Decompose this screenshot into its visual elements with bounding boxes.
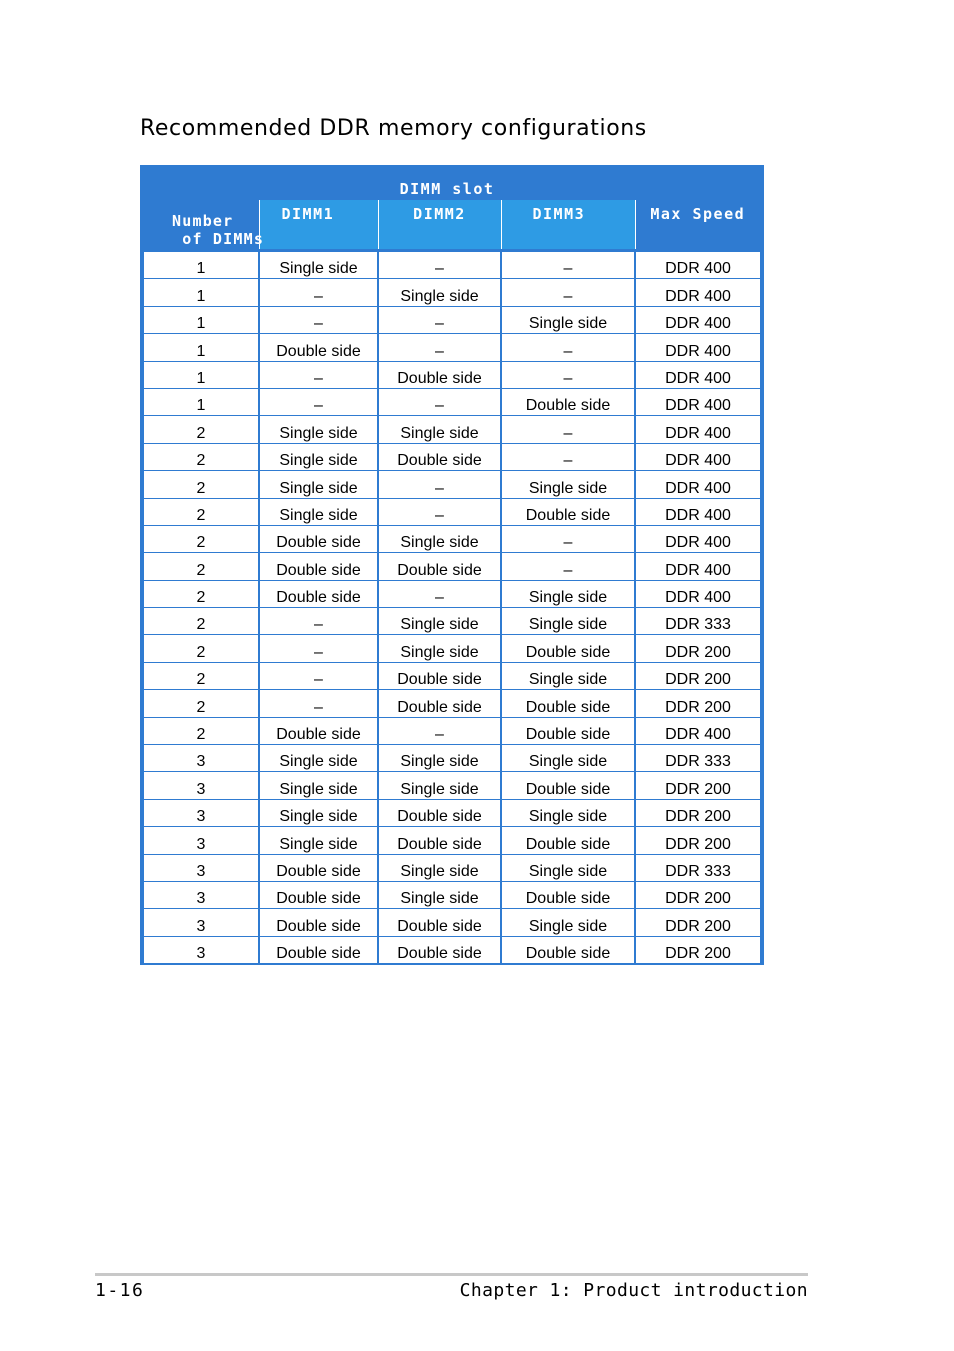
number-of-dimms-cell: 1 <box>144 334 259 361</box>
number-of-dimms-cell: 2 <box>144 580 259 607</box>
dimm2-cell: Double side <box>378 443 501 470</box>
dimm1-cell: Double side <box>259 936 378 963</box>
table-row <box>144 772 760 799</box>
number-of-dimms-cell: 2 <box>144 525 259 552</box>
dimm1-cell: – <box>259 608 378 635</box>
max-speed-cell: DDR 400 <box>635 717 760 744</box>
number-of-dimms-cell: 3 <box>144 936 259 963</box>
dimm2-cell: Single side <box>378 416 501 443</box>
dimm1-cell: Double side <box>259 909 378 936</box>
max-speed-cell: DDR 200 <box>635 909 760 936</box>
number-of-dimms-cell: 3 <box>144 799 259 826</box>
dimm2-cell: Double side <box>378 553 501 580</box>
table-row <box>144 799 760 826</box>
max-speed-cell: DDR 333 <box>635 854 760 881</box>
dimm2-cell: Single side <box>378 854 501 881</box>
table-row <box>144 745 760 772</box>
max-speed-cell: DDR 400 <box>635 443 760 470</box>
dimm1-cell: Double side <box>259 717 378 744</box>
max-speed-cell: DDR 200 <box>635 936 760 963</box>
dimm2-cell: – <box>378 471 501 498</box>
dimm2-cell: Double side <box>378 799 501 826</box>
table-row <box>144 936 760 963</box>
dimm1-cell: Single side <box>259 471 378 498</box>
table-row <box>144 635 760 662</box>
dimm2-cell: Double side <box>378 936 501 963</box>
dimm3-cell: Double side <box>501 881 635 908</box>
dimm3-cell: – <box>501 334 635 361</box>
table-row <box>144 525 760 552</box>
dimm1-cell: Single side <box>259 252 378 279</box>
header-dimm-slot: DIMM slot <box>259 165 635 200</box>
dimm3-cell: Single side <box>501 662 635 689</box>
dimm3-cell: Single side <box>501 745 635 772</box>
table-body <box>144 252 760 963</box>
dimm1-cell: – <box>259 279 378 306</box>
dimm3-cell: Single side <box>501 580 635 607</box>
dimm2-cell: Single side <box>378 279 501 306</box>
dimm1-cell: Single side <box>259 443 378 470</box>
table-row <box>144 361 760 388</box>
dimm2-cell: Single side <box>378 881 501 908</box>
max-speed-cell: DDR 200 <box>635 827 760 854</box>
max-speed-cell: DDR 200 <box>635 662 760 689</box>
number-of-dimms-cell: 3 <box>144 881 259 908</box>
dimm1-cell: Single side <box>259 799 378 826</box>
dimm2-cell: – <box>378 498 501 525</box>
table-row <box>144 827 760 854</box>
dimm2-cell: Single side <box>378 525 501 552</box>
dimm3-cell: Double side <box>501 717 635 744</box>
dimm3-cell: Single side <box>501 608 635 635</box>
dimm3-cell: Single side <box>501 306 635 333</box>
max-speed-cell: DDR 400 <box>635 471 760 498</box>
max-speed-cell: DDR 400 <box>635 553 760 580</box>
table-row <box>144 279 760 306</box>
dimm3-cell: Single side <box>501 471 635 498</box>
table-row <box>144 881 760 908</box>
dimm2-cell: – <box>378 388 501 415</box>
table-row <box>144 662 760 689</box>
table-row <box>144 443 760 470</box>
number-of-dimms-cell: 2 <box>144 662 259 689</box>
max-speed-cell: DDR 400 <box>635 334 760 361</box>
footer-rule <box>95 1273 808 1276</box>
dimm2-cell: Double side <box>378 690 501 717</box>
max-speed-cell: DDR 400 <box>635 525 760 552</box>
dimm1-cell: Single side <box>259 772 378 799</box>
dimm3-cell: Double side <box>501 827 635 854</box>
memory-configuration-table <box>144 165 760 963</box>
dimm2-cell: Double side <box>378 909 501 936</box>
dimm2-cell: Single side <box>378 608 501 635</box>
table-row <box>144 608 760 635</box>
dimm1-cell: Single side <box>259 827 378 854</box>
number-of-dimms-cell: 2 <box>144 471 259 498</box>
number-of-dimms-cell: 1 <box>144 252 259 279</box>
max-speed-cell: DDR 200 <box>635 635 760 662</box>
dimm3-cell: Double side <box>501 388 635 415</box>
dimm2-cell: Single side <box>378 635 501 662</box>
dimm1-cell: Double side <box>259 580 378 607</box>
header-number-of-dimms: Number of DIMMs <box>144 165 259 249</box>
max-speed-cell: DDR 200 <box>635 881 760 908</box>
number-of-dimms-cell: 2 <box>144 690 259 717</box>
table-row <box>144 334 760 361</box>
table-row <box>144 909 760 936</box>
table-row <box>144 854 760 881</box>
max-speed-cell: DDR 400 <box>635 279 760 306</box>
header-dimm3: DIMM3 <box>501 200 635 249</box>
dimm3-cell: – <box>501 553 635 580</box>
table-row <box>144 252 760 279</box>
dimm3-cell: – <box>501 361 635 388</box>
dimm3-cell: Double side <box>501 690 635 717</box>
number-of-dimms-cell: 2 <box>144 443 259 470</box>
dimm1-cell: – <box>259 361 378 388</box>
dimm1-cell: Single side <box>259 745 378 772</box>
dimm1-cell: Double side <box>259 525 378 552</box>
max-speed-cell: DDR 400 <box>635 388 760 415</box>
table-row <box>144 580 760 607</box>
max-speed-cell: DDR 400 <box>635 498 760 525</box>
table-row <box>144 388 760 415</box>
dimm1-cell: Double side <box>259 334 378 361</box>
dimm1-cell: – <box>259 388 378 415</box>
dimm2-cell: – <box>378 717 501 744</box>
dimm3-cell: Single side <box>501 799 635 826</box>
number-of-dimms-cell: 1 <box>144 388 259 415</box>
number-of-dimms-cell: 2 <box>144 717 259 744</box>
number-of-dimms-cell: 2 <box>144 635 259 662</box>
dimm1-cell: – <box>259 635 378 662</box>
number-of-dimms-cell: 2 <box>144 498 259 525</box>
dimm3-cell: Double side <box>501 772 635 799</box>
header-dimm1: DIMM1 <box>259 200 378 249</box>
dimm2-cell: – <box>378 334 501 361</box>
dimm3-cell: – <box>501 252 635 279</box>
dimm1-cell: Single side <box>259 416 378 443</box>
dimm1-cell: – <box>259 662 378 689</box>
dimm3-cell: Double side <box>501 635 635 662</box>
number-of-dimms-cell: 3 <box>144 854 259 881</box>
dimm1-cell: Double side <box>259 854 378 881</box>
max-speed-cell: DDR 400 <box>635 252 760 279</box>
table-row <box>144 690 760 717</box>
number-of-dimms-cell: 3 <box>144 909 259 936</box>
max-speed-cell: DDR 200 <box>635 690 760 717</box>
number-of-dimms-cell: 3 <box>144 745 259 772</box>
table-row <box>144 498 760 525</box>
number-of-dimms-cell: 3 <box>144 772 259 799</box>
header-slot-spacer <box>635 165 760 200</box>
table-row <box>144 553 760 580</box>
dimm3-cell: – <box>501 443 635 470</box>
header-max-speed: Max Speed <box>635 200 760 249</box>
table-row <box>144 416 760 443</box>
chapter-title: Chapter 1: Product introduction <box>459 1280 808 1301</box>
dimm3-cell: – <box>501 525 635 552</box>
table-row <box>144 471 760 498</box>
number-of-dimms-cell: 2 <box>144 608 259 635</box>
dimm2-cell: Double side <box>378 827 501 854</box>
number-of-dimms-cell: 1 <box>144 306 259 333</box>
dimm3-cell: – <box>501 416 635 443</box>
page-title: Recommended DDR memory configurations <box>140 116 647 141</box>
max-speed-cell: DDR 400 <box>635 580 760 607</box>
page-number: 1-16 <box>95 1280 145 1301</box>
dimm3-cell: Single side <box>501 909 635 936</box>
max-speed-cell: DDR 400 <box>635 416 760 443</box>
table-row <box>144 306 760 333</box>
dimm3-cell: – <box>501 279 635 306</box>
memory-configuration-table-frame <box>140 165 764 965</box>
number-of-dimms-cell: 3 <box>144 827 259 854</box>
dimm1-cell: – <box>259 690 378 717</box>
number-of-dimms-cell: 1 <box>144 361 259 388</box>
dimm1-cell: Double side <box>259 881 378 908</box>
dimm3-cell: Double side <box>501 936 635 963</box>
dimm2-cell: Single side <box>378 772 501 799</box>
dimm1-cell: – <box>259 306 378 333</box>
table-row <box>144 717 760 744</box>
max-speed-cell: DDR 333 <box>635 745 760 772</box>
max-speed-cell: DDR 400 <box>635 306 760 333</box>
max-speed-cell: DDR 333 <box>635 608 760 635</box>
dimm2-cell: – <box>378 252 501 279</box>
number-of-dimms-cell: 2 <box>144 553 259 580</box>
max-speed-cell: DDR 200 <box>635 799 760 826</box>
max-speed-cell: DDR 200 <box>635 772 760 799</box>
number-of-dimms-cell: 2 <box>144 416 259 443</box>
header-dimm2: DIMM2 <box>378 200 501 249</box>
dimm2-cell: Double side <box>378 361 501 388</box>
dimm2-cell: Single side <box>378 745 501 772</box>
max-speed-cell: DDR 400 <box>635 361 760 388</box>
dimm2-cell: – <box>378 580 501 607</box>
dimm1-cell: Double side <box>259 553 378 580</box>
dimm2-cell: – <box>378 306 501 333</box>
dimm1-cell: Single side <box>259 498 378 525</box>
dimm2-cell: Double side <box>378 662 501 689</box>
number-of-dimms-cell: 1 <box>144 279 259 306</box>
dimm3-cell: Single side <box>501 854 635 881</box>
dimm3-cell: Double side <box>501 498 635 525</box>
